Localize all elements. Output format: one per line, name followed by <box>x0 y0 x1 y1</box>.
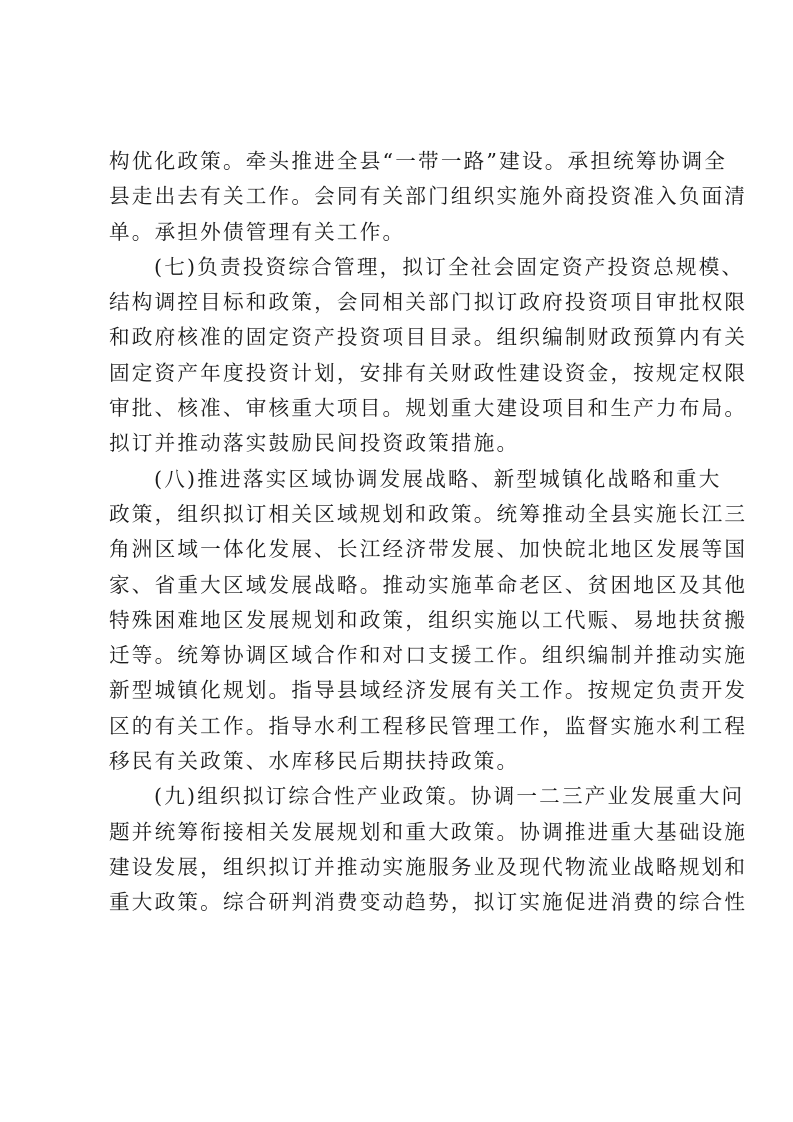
text-line: 审批、核准、审核重大项目。规划重大建设项目和生产力布局。 <box>109 396 748 421</box>
text-line: 题并统筹衔接相关发展规划和重大政策。协调推进重大基础设施 <box>109 819 748 844</box>
text-line: 移民有关政策、水库移民后期扶持政策。 <box>109 749 520 774</box>
text-line: 单。承担外债管理有关工作。 <box>109 219 406 244</box>
text-line: 家、省重大区域发展战略。推动实施革命老区、贫困地区及其他 <box>109 572 748 597</box>
text-line: 构优化政策。牵头推进全县“一带一路”建设。承担统筹协调全 <box>109 149 728 173</box>
text-line: 迁等。统筹协调区域合作和对口支援工作。组织编制并推动实施 <box>109 643 748 668</box>
text-line: 结构调控目标和政策，会同相关部门拟订政府投资项目审批权限 <box>109 290 748 315</box>
text-line: 区的有关工作。指导水利工程移民管理工作，监督实施水利工程 <box>109 713 748 738</box>
body-text <box>109 144 748 921</box>
text-line: 新型城镇化规划。指导县域经济发展有关工作。按规定负责开发 <box>109 678 748 703</box>
text-line: 重大政策。综合研判消费变动趋势，拟订实施促进消费的综合性 <box>109 890 748 915</box>
text-line: 拟订并推动落实鼓励民间投资政策措施。 <box>109 431 520 456</box>
paragraph-start-line: (九)组织拟订综合性产业政策。协调一二三产业发展重大问 <box>154 784 745 809</box>
paragraph-start-line: (七)负责投资综合管理，拟订全社会固定资产投资总规模、 <box>154 254 745 279</box>
text-line: 建设发展，组织拟订并推动实施服务业及现代物流业战略规划和 <box>109 854 748 879</box>
text-line: 固定资产年度投资计划，安排有关财政性建设资金，按规定权限 <box>109 360 748 385</box>
text-line: 特殊困难地区发展规划和政策，组织实施以工代赈、易地扶贫搬 <box>109 607 748 632</box>
text-line: 政策，组织拟订相关区域规划和政策。统筹推动全县实施长江三 <box>109 501 748 526</box>
paragraph-start-line: (八)推进落实区域协调发展战略、新型城镇化战略和重大 <box>154 466 722 491</box>
text-line: 县走出去有关工作。会同有关部门组织实施外商投资准入负面清 <box>109 184 748 209</box>
text-line: 和政府核准的固定资产投资项目目录。组织编制财政预算内有关 <box>109 325 748 350</box>
text-line: 角洲区域一体化发展、长江经济带发展、加快皖北地区发展等国 <box>109 537 748 562</box>
